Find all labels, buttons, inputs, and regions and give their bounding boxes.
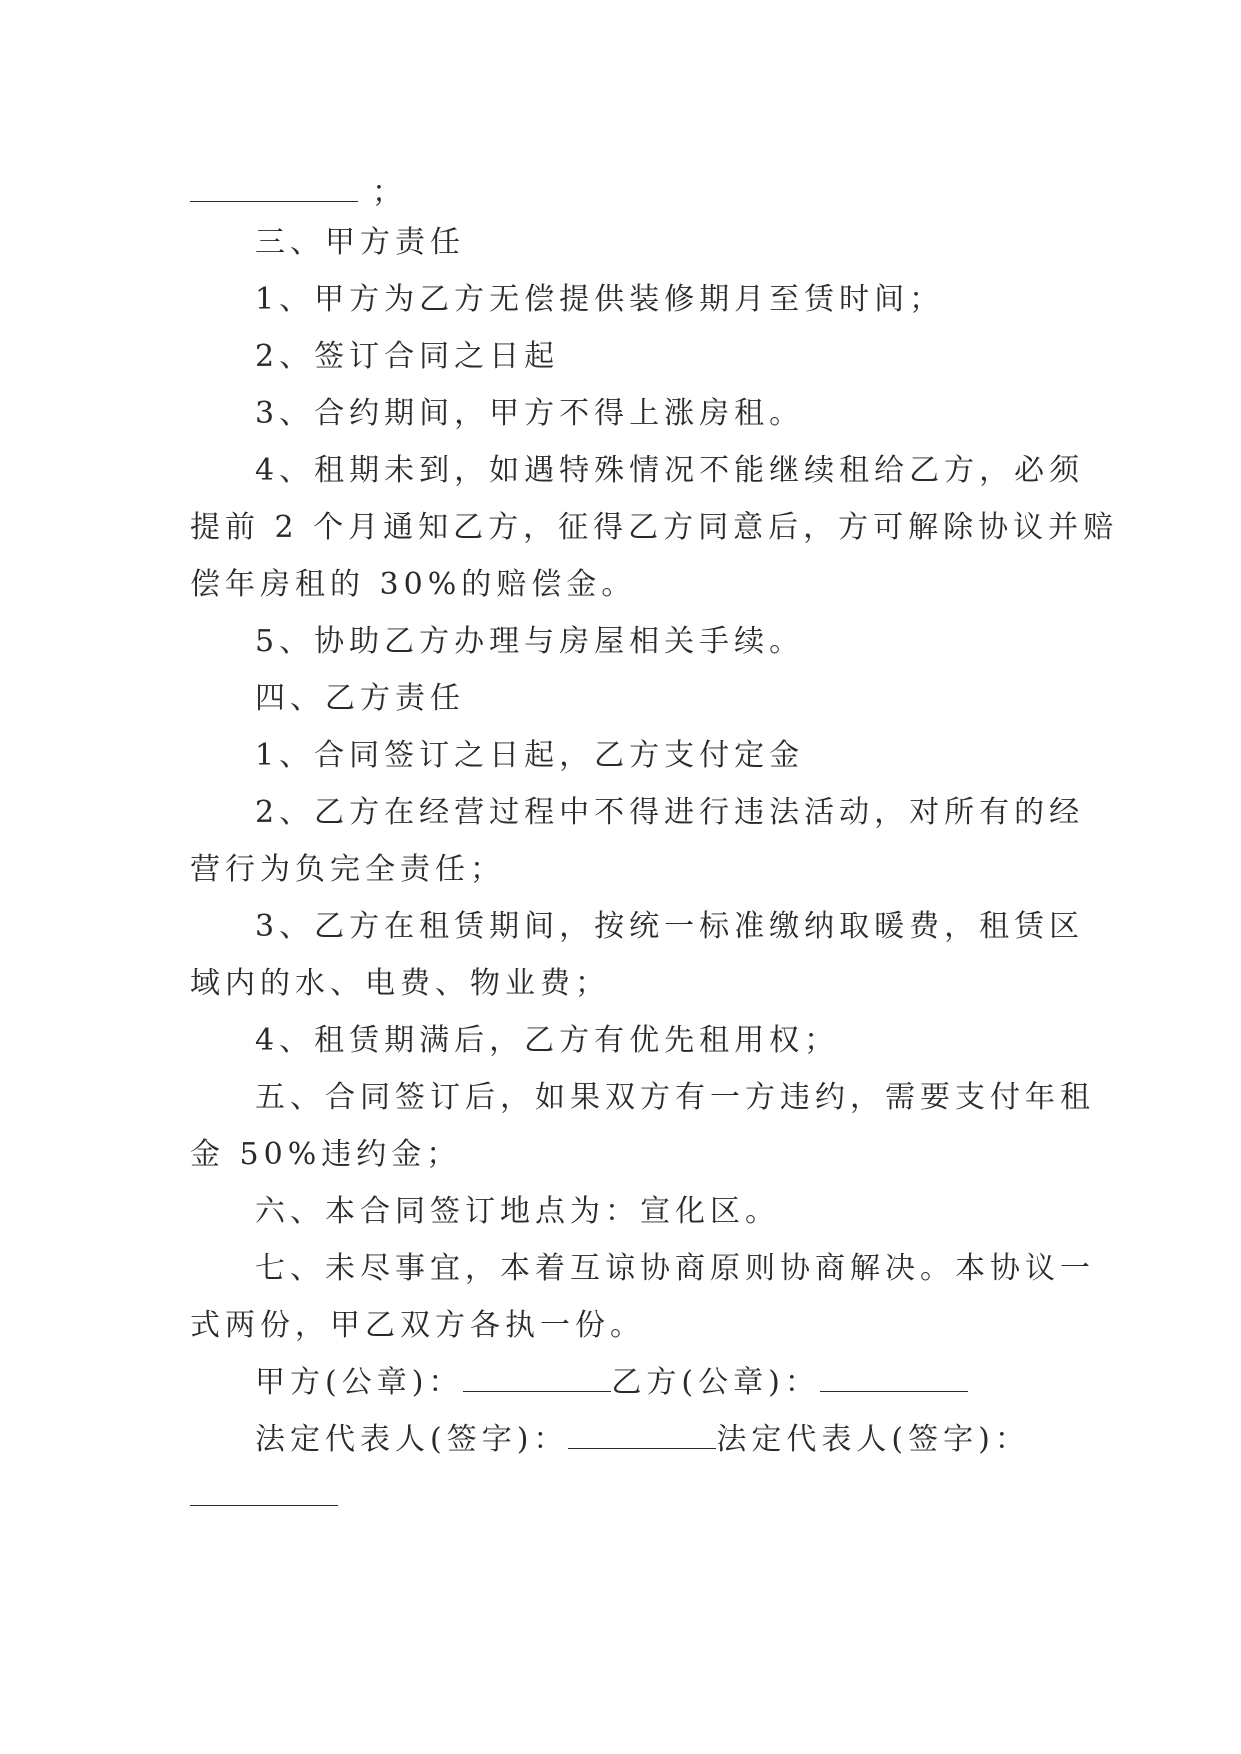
party-b-seal-blank: [820, 1365, 968, 1392]
semicolon: ；: [372, 175, 407, 210]
section-5-line-2: 金 50%违约金；: [190, 1137, 462, 1172]
section-7-line-2: 式两份，甲乙双方各执一份。: [190, 1308, 645, 1343]
top-blank-line: [190, 173, 1070, 213]
clause-4-4: 4、租赁期满后，乙方有优先租用权；: [255, 1023, 840, 1058]
section-4-heading: 四、乙方责任: [255, 681, 465, 716]
rep-a-blank: [568, 1422, 716, 1449]
clause-3-4-line-1: 4、租期未到，如遇特殊情况不能继续租给乙方，必须: [255, 453, 1085, 488]
clause-3-3: 3、合约期间，甲方不得上涨房租。: [255, 396, 805, 431]
section-6: 六、本合同签订地点为：宣化区。: [255, 1194, 780, 1229]
clause-4-1: 1、合同签订之日起，乙方支付定金: [255, 738, 805, 773]
section-3-heading: 三、甲方责任: [255, 225, 465, 260]
rep-b-blank: [190, 1479, 338, 1506]
party-a-seal-label: 甲方(公章)：: [255, 1365, 464, 1400]
clause-4-3-line-2: 域内的水、电费、物业费；: [190, 966, 610, 1001]
section-7-line-1: 七、未尽事宜，本着互谅协商原则协商解决。本协议一: [255, 1251, 1095, 1286]
clause-3-5: 5、协助乙方办理与房屋相关手续。: [255, 624, 805, 659]
rep-b-label: 法定代表人(签字)：: [716, 1422, 1030, 1457]
fill-in-blank: [190, 175, 358, 202]
section-5-line-1: 五、合同签订后，如果双方有一方违约，需要支付年租: [255, 1080, 1095, 1115]
clause-3-1: 1、甲方为乙方无偿提供装修期月至赁时间；: [255, 282, 945, 317]
seal-line: [255, 1363, 1070, 1403]
clause-4-2-line-1: 2、乙方在经营过程中不得进行违法活动，对所有的经: [255, 795, 1085, 830]
rep-a-label: 法定代表人(签字)：: [255, 1422, 569, 1457]
clause-4-2-line-2: 营行为负完全责任；: [190, 852, 505, 887]
clause-4-3-line-1: 3、乙方在租赁期间，按统一标准缴纳取暖费，租赁区: [255, 909, 1085, 944]
party-a-seal-blank: [463, 1365, 611, 1392]
clause-3-4-line-3: 偿年房租的 30%的赔偿金。: [190, 567, 637, 602]
representative-line: [255, 1420, 1070, 1460]
clause-3-2: 2、签订合同之日起: [255, 339, 560, 374]
party-b-seal-label: 乙方(公章)：: [611, 1365, 820, 1400]
clause-3-4-line-2: 提前 2 个月通知乙方，征得乙方同意后，方可解除协议并赔: [190, 510, 1119, 545]
tail-blank-line: [190, 1477, 1070, 1517]
